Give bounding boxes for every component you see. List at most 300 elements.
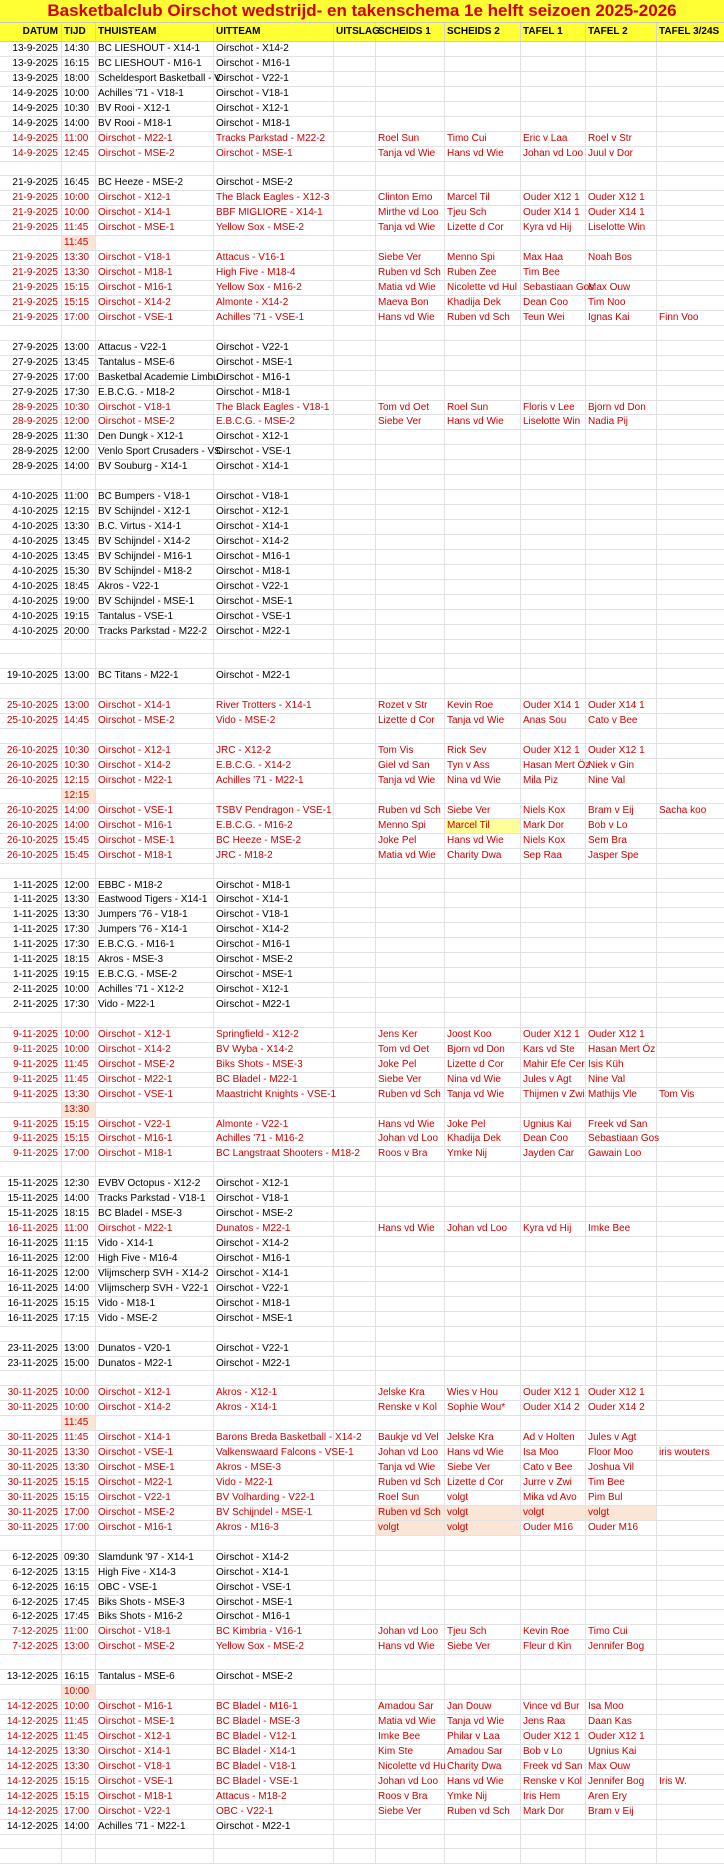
cell-referee-1: Roos v Bra [376,1790,445,1804]
cell-table-3 [657,221,724,235]
cell-table-1 [521,505,586,519]
cell-away-team: BV Wyba - X14-2 [214,1043,334,1057]
cell-away-team: Oirschot - M16-1 [214,57,334,71]
cell-table-1 [521,371,586,385]
cell-referee-2 [445,1655,521,1669]
cell-result [334,834,376,848]
cell-table-2 [586,654,657,668]
cell-time: 10:00 [62,1028,96,1042]
cell-date: 7-12-2025 [0,1640,62,1654]
cell-away-team: BBF MIGLIORE - X14-1 [214,206,334,220]
cell-referee-1 [376,729,445,743]
cell-away-team: Oirschot - M22-1 [214,625,334,639]
cell-referee-1 [376,72,445,86]
cell-referee-1: Baukje vd Vel [376,1431,445,1445]
table-row [0,550,724,565]
cell-time: 15:15 [62,1118,96,1132]
cell-home-team: Oirschot - M16-1 [96,281,214,295]
cell-home-team: Oirschot - X14-2 [96,296,214,310]
cell-table-1 [521,1551,586,1565]
cell-date: 4-10-2025 [0,505,62,519]
cell-date: 21-9-2025 [0,191,62,205]
cell-home-team: Dunatos - M22-1 [96,1357,214,1371]
cell-time: 12:45 [62,147,96,161]
cell-home-team: Biks Shots - M16-2 [96,1610,214,1624]
cell-time: 10:00 [62,206,96,220]
cell-away-team: Oirschot - X14-2 [214,923,334,937]
cell-table-2: Isa Moo [586,1700,657,1714]
cell-table-2: Gawain Loo [586,1147,657,1161]
cell-table-1 [521,87,586,101]
cell-time: 12:00 [62,1267,96,1281]
cell-table-2 [586,266,657,280]
cell-time: 13:30 [62,1745,96,1759]
table-row [0,595,724,610]
cell-referee-2: Sophie Wou* [445,1401,521,1415]
cell-table-2: Mathijs Vle [586,1088,657,1102]
table-row [0,326,724,341]
cell-table-2 [586,998,657,1012]
cell-date [0,162,62,176]
cell-referee-2 [445,42,521,56]
cell-date: 14-12-2025 [0,1805,62,1819]
cell-time: 13:30 [62,520,96,534]
cell-referee-1 [376,535,445,549]
cell-result [334,699,376,713]
cell-home-team: Oirschot - X14-2 [96,759,214,773]
cell-result [334,1401,376,1415]
table-row [0,1730,724,1745]
cell-home-team: E.B.C.G. - M16-1 [96,938,214,952]
cell-table-1 [521,998,586,1012]
cell-table-1: Ugnius Kai [521,1118,586,1132]
cell-away-team: Oirschot - X14-1 [214,520,334,534]
cell-home-team: Vlijmscherp SVH - V22-1 [96,1282,214,1296]
cell-table-3 [657,789,724,803]
cell-home-team: Oirschot - VSE-1 [96,1775,214,1789]
cell-referee-1 [376,550,445,564]
table-row [0,490,724,505]
cell-referee-2: Tanja vd Wie [445,714,521,728]
cell-table-1 [521,1655,586,1669]
cell-away-team: Oirschot - X12-1 [214,430,334,444]
cell-table-1 [521,879,586,893]
table-row [0,1790,724,1805]
cell-table-1 [521,326,586,340]
cell-result [334,1252,376,1266]
cell-time: 12:00 [62,1252,96,1266]
cell-table-2 [586,1327,657,1341]
cell-time: 12:15 [62,789,96,803]
cell-table-3 [657,356,724,370]
cell-time: 16:15 [62,1670,96,1684]
cell-away-team [214,1013,334,1027]
table-row [0,1297,724,1312]
cell-table-2 [586,550,657,564]
cell-table-2 [586,430,657,444]
cell-result [334,1118,376,1132]
cell-table-2: volgt [586,1506,657,1520]
cell-referee-2 [445,162,521,176]
cell-result [334,1342,376,1356]
cell-time: 11:15 [62,1237,96,1251]
cell-referee-2 [445,998,521,1012]
table-row [0,371,724,386]
cell-table-3 [657,879,724,893]
cell-table-1 [521,341,586,355]
cell-result [334,1805,376,1819]
cell-table-3 [657,669,724,683]
cell-home-team: BV Schijndel - X12-1 [96,505,214,519]
cell-time: 15:15 [62,1476,96,1490]
cell-time: 13:45 [62,356,96,370]
cell-date: 6-12-2025 [0,1551,62,1565]
cell-table-1: Fleur d Kin [521,1640,586,1654]
cell-referee-2 [445,1103,521,1117]
cell-table-2 [586,1282,657,1296]
cell-referee-1 [376,42,445,56]
cell-table-3 [657,1312,724,1326]
cell-referee-2: Nina vd Wie [445,774,521,788]
cell-referee-2 [445,1551,521,1565]
cell-away-team: E.B.C.G. - M16-2 [214,819,334,833]
cell-result [334,1685,376,1699]
cell-away-team: BC Bladel - V12-1 [214,1730,334,1744]
cell-referee-2 [445,729,521,743]
cell-home-team: Vido - M18-1 [96,1297,214,1311]
cell-time: 11:30 [62,430,96,444]
cell-date: 30-11-2025 [0,1401,62,1415]
cell-table-2 [586,535,657,549]
cell-referee-2: Ruben Zee [445,266,521,280]
cell-table-2 [586,356,657,370]
cell-home-team: Oirschot - M22-1 [96,1073,214,1087]
cell-result [334,1073,376,1087]
table-row [0,1581,724,1596]
cell-date: 26-10-2025 [0,849,62,863]
table-row [0,1805,724,1820]
cell-away-team: Oirschot - M18-1 [214,565,334,579]
cell-table-1 [521,475,586,489]
cell-referee-1 [376,371,445,385]
cell-table-3 [657,341,724,355]
cell-table-3 [657,729,724,743]
cell-date: 1-11-2025 [0,968,62,982]
cell-table-2: Joshua Vil [586,1461,657,1475]
cell-table-2 [586,1267,657,1281]
cell-table-3 [657,1177,724,1191]
cell-table-3 [657,1536,724,1550]
cell-table-1: Ouder X12 1 [521,1028,586,1042]
cell-time: 11:45 [62,1073,96,1087]
cell-time: 12:15 [62,774,96,788]
cell-table-2 [586,684,657,698]
cell-time: 16:15 [62,1581,96,1595]
cell-referee-1: Siebe Ver [376,1805,445,1819]
cell-time: 15:45 [62,849,96,863]
cell-table-2 [586,1357,657,1371]
cell-date: 9-11-2025 [0,1073,62,1087]
cell-time: 18:45 [62,580,96,594]
cell-home-team [96,475,214,489]
cell-time: 16:15 [62,57,96,71]
cell-home-team: Vido - MSE-2 [96,1312,214,1326]
cell-table-1 [521,490,586,504]
cell-date: 9-11-2025 [0,1118,62,1132]
header-home-team: THUISTEAM [96,23,214,41]
cell-referee-2: Charity Dwa [445,849,521,863]
cell-result [334,251,376,265]
cell-away-team: Oirschot - M16-1 [214,1252,334,1266]
cell-time: 10:00 [62,87,96,101]
cell-table-1: Anas Sou [521,714,586,728]
cell-result [334,1506,376,1520]
cell-table-3 [657,505,724,519]
cell-table-2 [586,460,657,474]
cell-date [0,1416,62,1430]
cell-result [334,893,376,907]
cell-table-2: Ouder X12 1 [586,1386,657,1400]
cell-table-2: Tim Noo [586,296,657,310]
cell-referee-2: Marcel Til [445,191,521,205]
cell-referee-2 [445,1610,521,1624]
cell-referee-2: Joke Pel [445,1118,521,1132]
cell-table-3 [657,1461,724,1475]
cell-table-2: Jules v Agt [586,1431,657,1445]
cell-table-3 [657,1640,724,1654]
cell-home-team [96,1835,214,1849]
cell-time: 15:00 [62,1357,96,1371]
cell-home-team: Tantalus - MSE-6 [96,356,214,370]
cell-time: 10:00 [62,1685,96,1699]
cell-home-team: Oirschot - V22-1 [96,1805,214,1819]
cell-home-team: Venlo Sport Crusaders - VS [98,446,221,458]
cell-table-2 [586,610,657,624]
cell-referee-1: Joke Pel [376,1058,445,1072]
cell-referee-1: Tom vd Oet [376,1043,445,1057]
table-row [0,1700,724,1715]
cell-referee-2 [445,640,521,654]
cell-time: 11:00 [62,1222,96,1236]
cell-result [334,849,376,863]
cell-table-3 [657,1192,724,1206]
table-row [0,1491,724,1506]
table-row [0,1282,724,1297]
cell-away-team: Oirschot - V18-1 [214,1192,334,1206]
cell-referee-2 [445,386,521,400]
cell-referee-1 [376,236,445,250]
cell-referee-2 [445,684,521,698]
cell-result [334,1849,376,1863]
cell-table-2 [586,176,657,190]
cell-time: 11:45 [62,1730,96,1744]
cell-away-team: Oirschot - M16-1 [214,371,334,385]
cell-result [334,744,376,758]
cell-referee-2: Jelske Kra [445,1431,521,1445]
cell-result [334,117,376,131]
table-row [0,1058,724,1073]
cell-home-team: Oirschot - X12-1 [96,1028,214,1042]
cell-away-team: Oirschot - X14-1 [214,1566,334,1580]
cell-table-1 [521,908,586,922]
cell-away-team: Oirschot - X14-1 [214,893,334,907]
cell-result [334,386,376,400]
cell-time: 18:15 [62,1207,96,1221]
cell-result [334,983,376,997]
cell-time: 12:15 [62,505,96,519]
cell-table-3 [657,565,724,579]
cell-home-team: Oirschot - V18-1 [96,1625,214,1639]
cell-referee-2: Hans vd Wie [445,1775,521,1789]
cell-referee-2: Tanja vd Wie [445,1088,521,1102]
table-row [0,1715,724,1730]
cell-table-2: Jennifer Bog [586,1640,657,1654]
cell-time: 18:15 [62,953,96,967]
cell-result [334,1162,376,1176]
cell-away-team: Vido - MSE-2 [214,714,334,728]
cell-date [0,1162,62,1176]
cell-away-team: Oirschot - M16-1 [214,1610,334,1624]
cell-away-team: Oirschot - MSE-2 [214,1207,334,1221]
cell-away-team: Springfield - X12-2 [214,1028,334,1042]
cell-result [334,1700,376,1714]
cell-date: 30-11-2025 [0,1446,62,1460]
cell-home-team: Oirschot - M22-1 [96,1222,214,1236]
cell-table-1 [521,1237,586,1251]
cell-table-2: Aren Ery [586,1790,657,1804]
cell-time: 13:30 [62,1446,96,1460]
table-row [0,640,724,655]
cell-referee-2 [445,1371,521,1385]
cell-date [0,864,62,878]
cell-table-3 [657,699,724,713]
cell-table-3 [657,1835,724,1849]
cell-date: 27-9-2025 [0,371,62,385]
cell-referee-2: Joost Koo [445,1028,521,1042]
cell-home-team: Vido - X14-1 [96,1237,214,1251]
cell-table-2 [586,1670,657,1684]
cell-referee-1: Joke Pel [376,834,445,848]
cell-table-3 [657,1401,724,1415]
cell-away-team: Attacus - M18-2 [214,1790,334,1804]
cell-table-1: Bob v Lo [521,1745,586,1759]
table-row [0,1476,724,1491]
cell-time: 13:30 [62,1760,96,1774]
cell-table-2 [586,1849,657,1863]
cell-away-team: BC Bladel - M22-1 [214,1073,334,1087]
cell-referee-2 [445,57,521,71]
cell-date [0,1327,62,1341]
table-row [0,1342,724,1357]
cell-away-team: Oirschot - M22-1 [214,1820,334,1834]
cell-table-3 [657,953,724,967]
cell-table-2 [586,908,657,922]
cell-table-1 [521,445,586,459]
cell-time: 13:45 [62,535,96,549]
cell-table-3 [657,1670,724,1684]
cell-home-team: BV Rooi - X12-1 [96,102,214,116]
cell-result [334,908,376,922]
cell-referee-1 [376,87,445,101]
cell-date: 4-10-2025 [0,580,62,594]
cell-away-team: Achilles '71 - M16-2 [214,1132,334,1146]
cell-result [334,1461,376,1475]
cell-result [334,475,376,489]
cell-home-team: Oirschot - MSE-2 [96,1058,214,1072]
cell-home-team: Tantalus - VSE-1 [96,610,214,624]
cell-home-team: Oirschot - M18-1 [96,1147,214,1161]
cell-result [334,1610,376,1624]
cell-table-1: volgt [521,1506,586,1520]
cell-result [334,356,376,370]
cell-away-team: BC Bladel - M16-1 [214,1700,334,1714]
cell-home-team: BV Schijndel - X14-2 [96,535,214,549]
cell-table-2: Ouder X14 1 [586,699,657,713]
cell-away-team: Oirschot - M22-1 [214,998,334,1012]
cell-date: 16-11-2025 [0,1237,62,1251]
table-row [0,669,724,684]
cell-time: 17:30 [62,998,96,1012]
cell-result [334,147,376,161]
cell-date [0,475,62,489]
table-row [0,1028,724,1043]
cell-home-team: Oirschot - MSE-1 [96,1461,214,1475]
cell-table-2: Sebastiaan Gos [588,1133,660,1145]
cell-time: 13:00 [62,1640,96,1654]
cell-table-2 [586,1237,657,1251]
cell-referee-1: Hans vd Wie [376,1640,445,1654]
cell-date: 16-11-2025 [0,1252,62,1266]
cell-date: 13-12-2025 [0,1670,62,1684]
cell-referee-1: Ruben vd Sch [376,266,445,280]
cell-table-1 [521,923,586,937]
cell-referee-1 [376,1416,445,1430]
cell-table-1: Sep Raa [521,849,586,863]
cell-table-3 [657,176,724,190]
cell-time: 13:30 [62,251,96,265]
cell-referee-1 [376,386,445,400]
cell-referee-1 [376,1670,445,1684]
cell-referee-2 [445,1312,521,1326]
cell-time: 17:30 [62,386,96,400]
cell-referee-1 [376,983,445,997]
cell-date: 4-10-2025 [0,520,62,534]
table-row [0,281,724,296]
cell-time: 11:00 [62,490,96,504]
cell-away-team: Oirschot - V18-1 [214,908,334,922]
cell-away-team [214,864,334,878]
table-row [0,1132,724,1147]
cell-referee-1: Tom vd Oet [376,401,445,415]
cell-table-1: Mark Dor [521,819,586,833]
cell-away-team [214,789,334,803]
table-row [0,1685,724,1700]
cell-table-2: Ouder X12 1 [586,1028,657,1042]
cell-referee-2 [445,1536,521,1550]
cell-table-3 [657,1431,724,1445]
table-row [0,1551,724,1566]
cell-time: 10:30 [62,744,96,758]
cell-date: 15-11-2025 [0,1177,62,1191]
cell-table-3 [657,520,724,534]
page-title: Basketbalclub Oirschot wedstrijd- en takenschema 1e helft seizoen 2025-2026 [0,0,724,23]
cell-table-1 [521,102,586,116]
cell-table-2 [586,102,657,116]
cell-away-team: E.B.C.G. - X14-2 [214,759,334,773]
cell-home-team: Oirschot - MSE-2 [96,714,214,728]
cell-table-1 [521,1566,586,1580]
cell-home-team: Tantalus - MSE-6 [96,1670,214,1684]
